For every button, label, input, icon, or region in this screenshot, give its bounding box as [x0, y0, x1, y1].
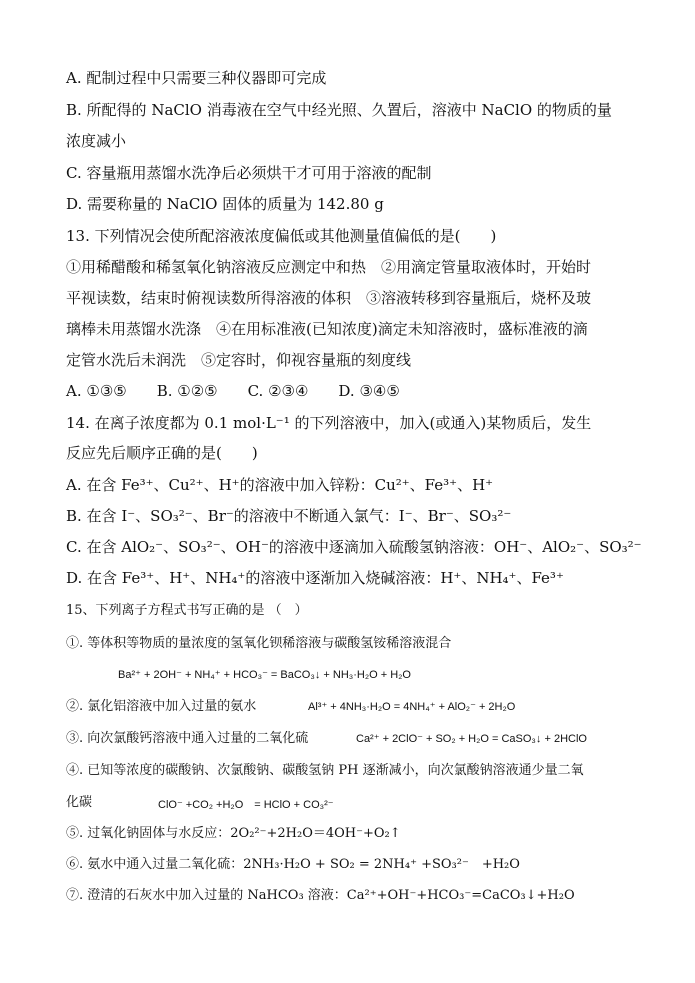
q14-stem-cont: 反应先后顺序正确的是( ) [66, 444, 258, 462]
q14-option-c: C. 在含 AlO₂⁻、SO₃²⁻、OH⁻的溶液中逐滴加入硫酸氢钠溶液：OH⁻、AlO₂⁻、SO₃²⁻ [66, 538, 642, 556]
q12-option-c: C. 容量瓶用蒸馏水洗净后必须烘干才可用于溶液的配制 [66, 164, 432, 182]
q13-line-3: 璃棒未用蒸馏水洗涤 ④在用标准液(已知浓度)滴定未知溶液时，盛标准液的滴 [66, 320, 588, 338]
q14-option-a: A. 在含 Fe³⁺、Cu²⁺、H⁺的溶液中加入锌粉：Cu²⁺、Fe³⁺、H⁺ [66, 476, 494, 494]
q15-item-2: ②. 氯化铝溶液中加入过量的氨水 [66, 699, 257, 714]
q12-option-b-cont: 浓度减小 [66, 132, 127, 150]
q12-option-d: D. 需要称量的 NaClO 固体的质量为 142.80 g [66, 195, 384, 213]
q13-options: A. ①③⑤ B. ①②⑤ C. ②③④ D. ③④⑤ [66, 382, 400, 400]
q15-item-4-cont: 化碳 [66, 795, 93, 810]
q15-item-7: ⑦. 澄清的石灰水中加入过量的 NaHCO₃ 溶液：Ca²⁺+OH⁻+HCO₃⁻=CaCO₃↓+H₂O [66, 888, 575, 903]
q15-item-4-equation: ClO⁻ +CO₂ +H₂O = HClO + CO₃²⁻ [158, 799, 334, 811]
q13-line-4: 定管水洗后未润洗 ⑤定容时，仰视容量瓶的刻度线 [66, 351, 412, 369]
q15-item-5: ⑤. 过氧化钠固体与水反应：2O₂²⁻+2H₂O＝4OH⁻+O₂↑ [66, 826, 401, 841]
q15-item-3: ③. 向次氯酸钙溶液中通入过量的二氧化硫 [66, 731, 309, 746]
q15-item-6: ⑥. 氨水中通入过量二氧化硫：2NH₃·H₂O + SO₂ = 2NH₄⁺ +SO₃²⁻ +H₂O [66, 857, 520, 872]
q15-item-1-equation: Ba²⁺ + 2OH⁻ + NH₄⁺ + HCO₃⁻ = BaCO₃↓ + NH₃·H₂O + H₂O [118, 669, 411, 681]
q13-line-2: 平视读数，结束时俯视读数所得溶液的体积 ③溶液转移到容量瓶后，烧杯及玻 [66, 289, 592, 307]
q15-item-2-equation: Al³⁺ + 4NH₃·H₂O = 4NH₄⁺ + AlO₂⁻ + 2H₂O [308, 701, 516, 713]
q14-option-b: B. 在含 I⁻、SO₃²⁻、Br⁻的溶液中不断通入氯气：I⁻、Br⁻、SO₃²⁻ [66, 507, 512, 525]
q15-item-4: ④. 已知等浓度的碳酸钠、次氯酸钠、碳酸氢钠 PH 逐渐减小，向次氯酸钠溶液通少量二氧 [66, 763, 584, 778]
q13-stem: 13. 下列情况会使所配溶液浓度偏低或其他测量值偏低的是( ) [66, 227, 497, 245]
q12-option-a: A. 配制过程中只需要三种仪器即可完成 [66, 69, 327, 87]
q12-option-b: B. 所配得的 NaClO 消毒液在空气中经光照、久置后，溶液中 NaClO 的物质的量 [66, 101, 612, 119]
q15-item-3-equation: Ca²⁺ + 2ClO⁻ + SO₂ + H₂O = CaSO₃↓ + 2HClO [356, 733, 587, 745]
q15-item-1: ①. 等体积等物质的量浓度的氢氧化钡稀溶液与碳酸氢铵稀溶液混合 [66, 636, 452, 651]
q14-option-d: D. 在含 Fe³⁺、H⁺、NH₄⁺的溶液中逐渐加入烧碱溶液：H⁺、NH₄⁺、Fe³⁺ [66, 569, 564, 587]
q13-line-1: ①用稀醋酸和稀氢氧化钠溶液反应测定中和热 ②用滴定管量取液体时，开始时 [66, 258, 592, 276]
q14-stem: 14. 在离子浓度都为 0.1 mol·L⁻¹ 的下列溶液中，加入(或通入)某物质后，发生 [66, 414, 592, 432]
q15-stem: 15、下列离子方程式书写正确的是 （ ） [66, 603, 308, 618]
